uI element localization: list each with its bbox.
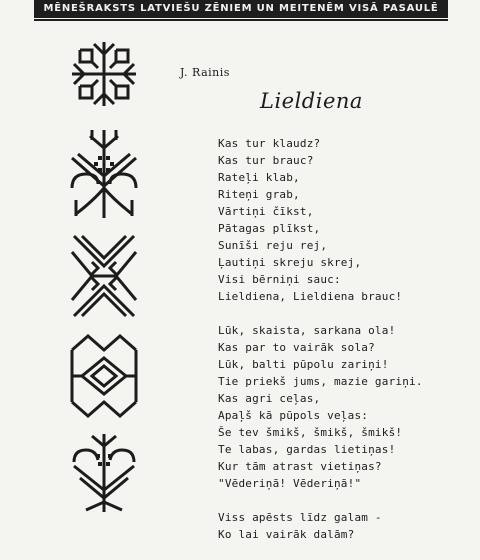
poem-line: Riteņi grab, — [218, 188, 300, 201]
poem-line: Vārtiņi čīkst, — [218, 205, 314, 218]
masthead-banner: MĒNEŠRAKSTS LATVIEŠU ZĒNIEM UN MEITENĒM VISĀ PASAULĒ — [34, 0, 448, 18]
poem-line: Kas tur klaudz? — [218, 137, 321, 150]
poem-line: Lūk, skaista, sarkana ola! — [218, 324, 396, 337]
poem-line: Apaļš kā pūpols veļas: — [218, 409, 369, 422]
poem-line: Ļautiņi skreju skrej, — [218, 256, 362, 269]
poem-line: Sunīši reju rej, — [218, 239, 328, 252]
poem-line: Tie priekš jums, mazie gariņi. — [218, 375, 423, 388]
poem-author: J. Rainis — [180, 66, 230, 79]
poem-line: Kas agri ceļas, — [218, 392, 321, 405]
stanza — [218, 509, 423, 543]
poem-line: Lieldiena, Lieldiena brauc! — [218, 290, 403, 303]
poem-line: Kur tām atrast vietiņas? — [218, 460, 382, 473]
masthead-rule — [34, 19, 448, 21]
tree-ornament-icon — [68, 432, 140, 512]
poem-title: Lieldiena — [260, 89, 363, 113]
poem-line: Te labas, gardas lietiņas! — [218, 443, 396, 456]
poem-line: Viss apēsts līdz galam - — [218, 511, 382, 524]
poem-line: Še tev šmikš, šmikš, šmikš! — [218, 426, 403, 439]
cross-ornament-icon — [68, 232, 140, 320]
poem-line: Visi bērniņi sauc: — [218, 273, 341, 286]
stanza — [218, 135, 423, 305]
tree-ornament-icon — [68, 128, 140, 220]
diamond-ornament-icon — [68, 332, 140, 420]
poem-line: Ko lai vairāk dalām? — [218, 528, 355, 541]
poem-line: Pātagas plīkst, — [218, 222, 321, 235]
poem-line: Kas tur brauc? — [218, 154, 314, 167]
poem-body — [218, 135, 423, 560]
ornament-column — [68, 38, 140, 478]
stanza — [218, 322, 423, 492]
star-ornament-icon — [68, 38, 140, 110]
poem-line: Lūk, balti pūpolu zariņi! — [218, 358, 389, 371]
poem-line: "Vēderiņā! Vēderiņā!" — [218, 477, 362, 490]
poem-line: Rateļi klab, — [218, 171, 300, 184]
poem-line: Kas par to vairāk sola? — [218, 341, 375, 354]
